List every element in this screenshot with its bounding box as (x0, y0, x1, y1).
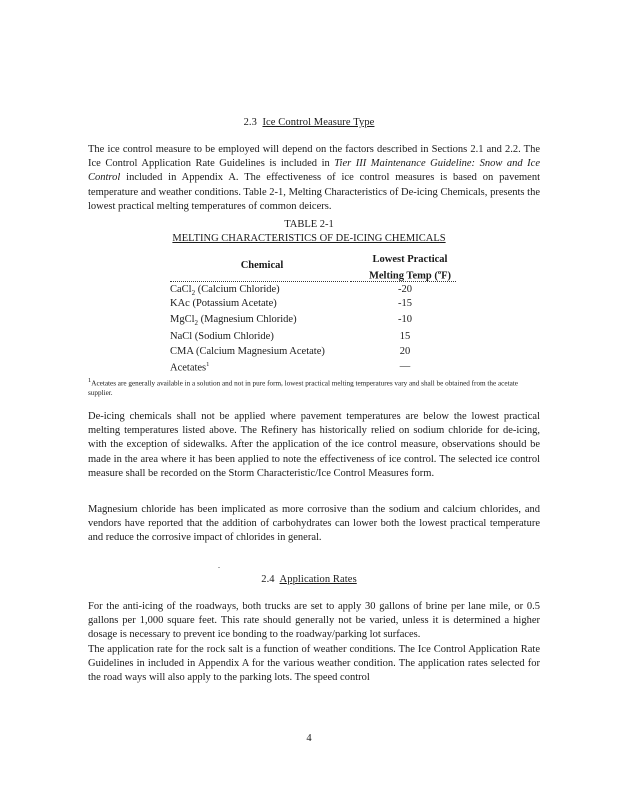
section-title: Ice Control Measure Type (262, 117, 375, 128)
table-row (170, 346, 470, 360)
section-title: Application Rates (279, 574, 357, 585)
header-rule-temp (350, 281, 456, 282)
stray-dot: . (218, 561, 220, 570)
section-number: 2.4 (261, 574, 275, 585)
column-header-temp-line1: Lowest Practical (372, 254, 448, 265)
paragraph-anti-icing-rate: For the anti-icing of the roadways, both trucks are set to apply 30 gallons of brine per lane mile, or 0.5 gallons per 1,000 square feet. This rate should generally not be varied, unless it is determined a higher dosage is necessary to prevent ice bonding to the roadway/parking lot surfaces. (88, 601, 540, 641)
section-heading-2-4 (0, 574, 618, 585)
table-label: TABLE 2-1 (284, 219, 334, 230)
guideline-reference: Tier III Maintenance Guideline: Snow and Ice Control (88, 158, 540, 184)
column-header-temp-line2: Melting Temp ( (368, 270, 438, 282)
table-footnote (88, 376, 543, 398)
table-row (170, 298, 470, 312)
table-title (0, 233, 618, 244)
melting-temp: -20 (398, 284, 412, 295)
para1-text-a: The ice control measure to be employed will depend on the factors described in Sections 2.1 and 2.2. The Ice Control Application Rate Guidelines is included in (88, 144, 540, 170)
table-row (170, 314, 470, 328)
chemical-name: Acetates$^1$ (170, 361, 210, 374)
chemical-name: KAc (Potassium Acetate) (170, 298, 277, 309)
degree-mark: o (437, 269, 442, 276)
melting-temp: 20 (399, 346, 411, 357)
table-row (170, 361, 470, 375)
table-row (170, 331, 470, 345)
chemical-name: CMA (Calcium Magnesium Acetate) (170, 346, 325, 357)
paragraph-magnesium-chloride: Magnesium chloride has been implicated as more corrosive than the sodium and calcium chlorides, and vendors have reported that the addition of carbohydrates can lower both the lowest practical temperature and reduce the corrosive impact of chlorides in general. (88, 504, 540, 544)
footnote-text: Acetates are generally available in a solution and not in pure form, lowest practical melting temperatures vary and shall be obtained from the acetate supplier. (88, 379, 518, 398)
table-title-text: MELTING CHARACTERISTICS OF DE-ICING CHEMICALS (172, 233, 446, 244)
column-header-chemical: Chemical (240, 260, 284, 271)
temp-unit: F) (441, 270, 451, 282)
chemical-name: NaCl (Sodium Chloride) (170, 331, 274, 342)
page-number: 4 (306, 733, 312, 744)
melting-temp: — (399, 361, 411, 372)
chemical-name: CaCl$_2$ (Calcium Chloride) (170, 284, 280, 298)
melting-temp: 15 (399, 331, 411, 342)
paragraph-rock-salt-rate: The application rate for the rock salt is a function of weather conditions. The Ice Control Application Rate Guidelines in included in Appendix A for the various weather condition. The application rates selected for the road ways will also apply to the parking lots. The speed control (88, 644, 540, 683)
para1-text-b: included in Appendix A. The effectiveness of ice control measures is based on pavement temperature and weather conditions. Table 2-1, Melting Characteristics of De-icing Chemicals, presents the lowest practical melting temperatures of common deicers. (88, 172, 540, 212)
paragraph-ice-control-intro (88, 143, 540, 214)
paragraph-deicing-application: De-icing chemicals shall not be applied where pavement temperatures are below the lowest practical melting temperatures listed above. The Refinery has historically relied on sodium chloride for de-icing, with the exception of sidewalks. After the application of the ice control measure, observations should be made in the area where it has been applied to note the effectiveness of ice control. The selected ice control measure shall be recorded on the Storm Characteristic/Ice Control Measures form. (88, 411, 540, 479)
table-row (170, 284, 470, 298)
chemical-name: MgCl$_2$ (Magnesium Chloride) (170, 314, 297, 328)
melting-temp: -10 (398, 314, 412, 325)
footnote-mark: 1 (88, 377, 92, 384)
header-rule-chemical (170, 281, 348, 282)
section-heading-2-3 (0, 117, 618, 128)
section-number: 2.3 (243, 117, 257, 128)
melting-temp: -15 (398, 298, 412, 309)
column-header-melting-temp (350, 253, 470, 283)
